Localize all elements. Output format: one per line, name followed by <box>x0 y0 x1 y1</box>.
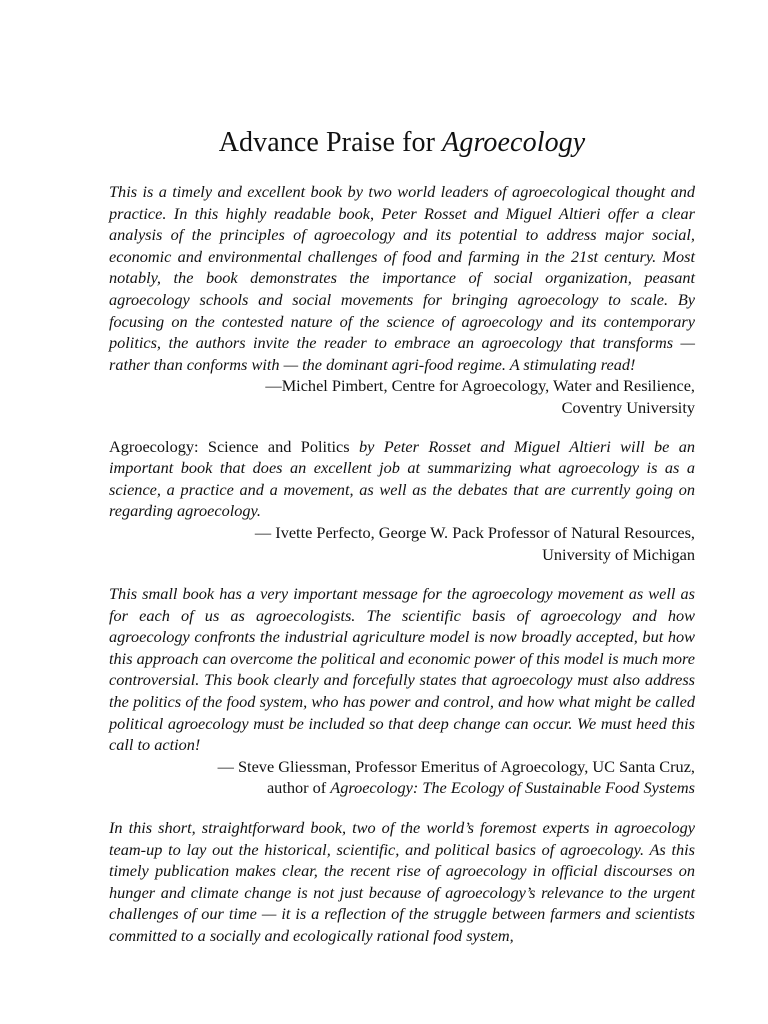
blurb-unattributed <box>109 817 695 947</box>
blurb-gliessman <box>109 583 695 799</box>
blurb-text <box>109 436 695 522</box>
blurb-text: This small book has a very important message for the agroecology movement as well as for each of us as agroecologists. The scientific basis of agroecology and how agroecology confronts the industrial agriculture model is now broadly accepted, but how this approach can overcome the political and economic power of this model is much more controversial. This book clearly and forcefully states that agroecology must also address the politics of the food system, who has power and control, and how what might be called political agroecology must be included so that deep change can occur. We must heed this call to action! <box>109 584 695 755</box>
blurb-text: This is a timely and excellent book by two world leaders of agroecological thought and practice. In this highly readable book, Peter Rosset and Miguel Altieri offer a clear analysis of the principles of agroecology and its potential to address major social, economic and environmental challenges of food and farming in the 21st century. Most notably, the book demonstrates the importance of social organization, peasant agroecology schools and social movements for bringing agroecology to scale. By focusing on the contested nature of the science of agroecology and its contemporary politics, the authors invite the reader to embrace an agroecology that transforms — rather than conforms with — the dominant agri-food regime. A stimulating read! <box>109 182 695 374</box>
attribution-line: — Steve Gliessman, Professor Emeritus of Agroecology, UC Santa Cruz, <box>217 756 695 776</box>
blurb-attribution <box>109 522 695 565</box>
attribution-affiliation: Coventry University <box>561 397 695 417</box>
blurb-text: In this short, straightforward book, two of the world’s foremost experts in agroecology team-up to lay out the historical, scientific, and political basics of agroecology. As this timely publication makes clear, the recent rise of agroecology in official discourses on hunger and climate change is not just because of agroecology’s relevance to the urgent challenges of our time — it is a reflection of the struggle between farmers and scientists committed to a socially and ecologically rational food system, <box>109 818 695 945</box>
blurb-pimbert <box>109 181 695 419</box>
blurb-attribution <box>109 756 695 799</box>
book-title-roman: Agroecology: Science and Politics <box>109 436 350 456</box>
page-title <box>109 124 695 162</box>
blurb-list <box>109 181 695 965</box>
title-book: Agroecology <box>442 127 586 158</box>
blurb-attribution <box>109 375 695 418</box>
blurb-perfecto <box>109 436 695 566</box>
attribution-affiliation: University of Michigan <box>542 544 695 564</box>
attribution-line: —Michel Pimbert, Centre for Agroecology, Water and Resilience, <box>265 376 695 396</box>
attribution-book-title: Agroecology: The Ecology of Sustainable Food Systems <box>330 778 695 798</box>
blurb-text-body: by Peter Rosset and Miguel Altieri will be an important book that does an excellent job at summarizing what agroecology is as a science, a practice and a movement, as well as the debates that are currently going on regarding agroecology. <box>109 436 695 521</box>
attribution-affiliation-prefix: author of <box>266 778 331 798</box>
title-prefix: Advance Praise for <box>218 127 443 158</box>
attribution-line: — Ivette Perfecto, George W. Pack Professor of Natural Resources, <box>254 522 695 542</box>
